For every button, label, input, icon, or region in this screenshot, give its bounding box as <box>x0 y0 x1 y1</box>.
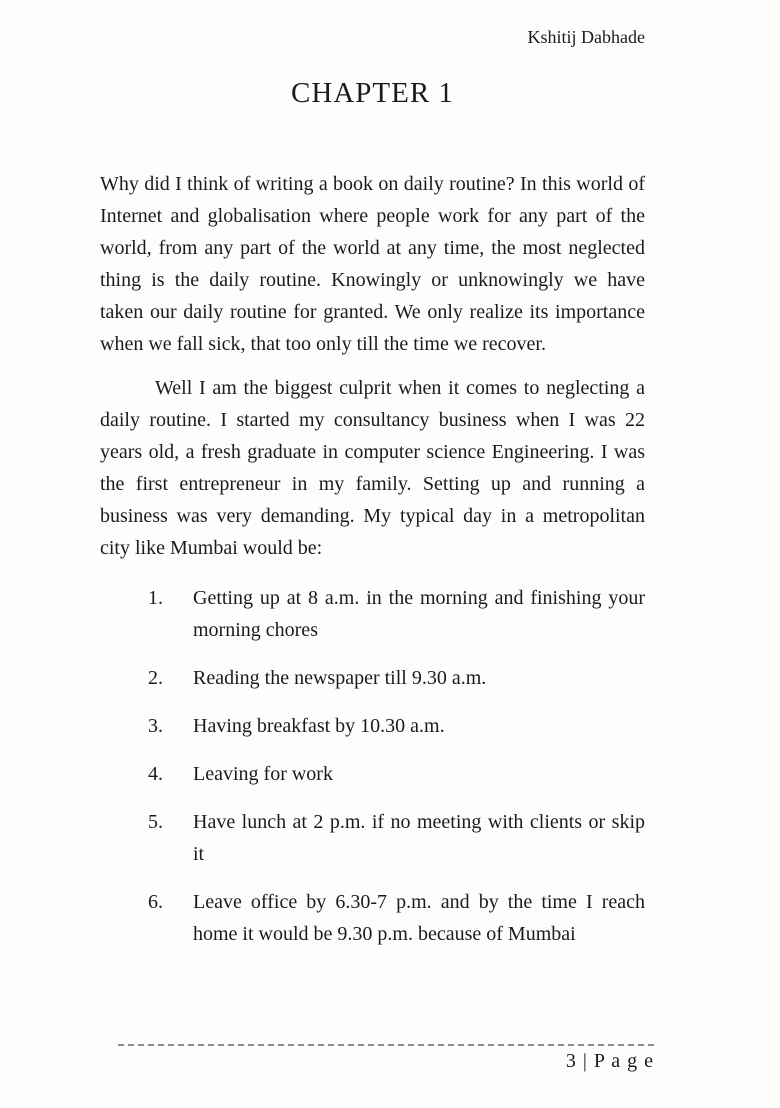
list-item-text: Getting up at 8 a.m. in the morning and finishing your morning chores <box>193 587 645 641</box>
list-item <box>148 886 645 950</box>
page-footer <box>118 1044 654 1073</box>
list-item-number: 4. <box>148 763 163 785</box>
list-item-text: Having breakfast by 10.30 a.m. <box>193 715 445 737</box>
list-item-number: 6. <box>148 891 163 913</box>
list-item <box>148 758 645 790</box>
list-item <box>148 662 645 694</box>
list-item-number: 5. <box>148 811 163 833</box>
footer-divider <box>118 1044 654 1046</box>
page-number: 3 | P a g e <box>565 1050 654 1072</box>
list-item <box>148 806 645 870</box>
list-item-text: Leaving for work <box>193 763 333 785</box>
list-item-text: Have lunch at 2 p.m. if no meeting with clients or skip it <box>193 811 645 865</box>
list-item-text: Reading the newspaper till 9.30 a.m. <box>193 667 487 689</box>
daily-routine-list <box>100 582 645 950</box>
paragraph-intro: Why did I think of writing a book on daily routine? In this world of Internet and globalisation where people work for any part of the world, from any part of the world at any time, the most neglected thing is the daily routine. Knowingly or unknowingly we have taken our daily routine for granted. We only realize its importance when we fall sick, that too only till the time we recover. <box>100 173 645 355</box>
page-header-author: Kshitij Dabhade <box>527 27 645 47</box>
paragraph-biggest-culprit: Well I am the biggest culprit when it comes to neglecting a daily routine. I started my consultancy business when I was 22 years old, a fresh graduate in computer science Engineering. I was the first entrepreneur in my family. Setting up and running a business was very demanding. My typical day in a metropolitan city like Mumbai would be: <box>100 377 645 559</box>
list-item <box>148 582 645 646</box>
list-item-number: 2. <box>148 667 163 689</box>
chapter-title: CHAPTER 1 <box>291 77 454 109</box>
list-item-text: Leave office by 6.30-7 p.m. and by the time I reach home it would be 9.30 p.m. because of Mumbai <box>193 891 645 945</box>
list-item-number: 1. <box>148 587 163 609</box>
list-item-number: 3. <box>148 715 163 737</box>
list-item <box>148 710 645 742</box>
